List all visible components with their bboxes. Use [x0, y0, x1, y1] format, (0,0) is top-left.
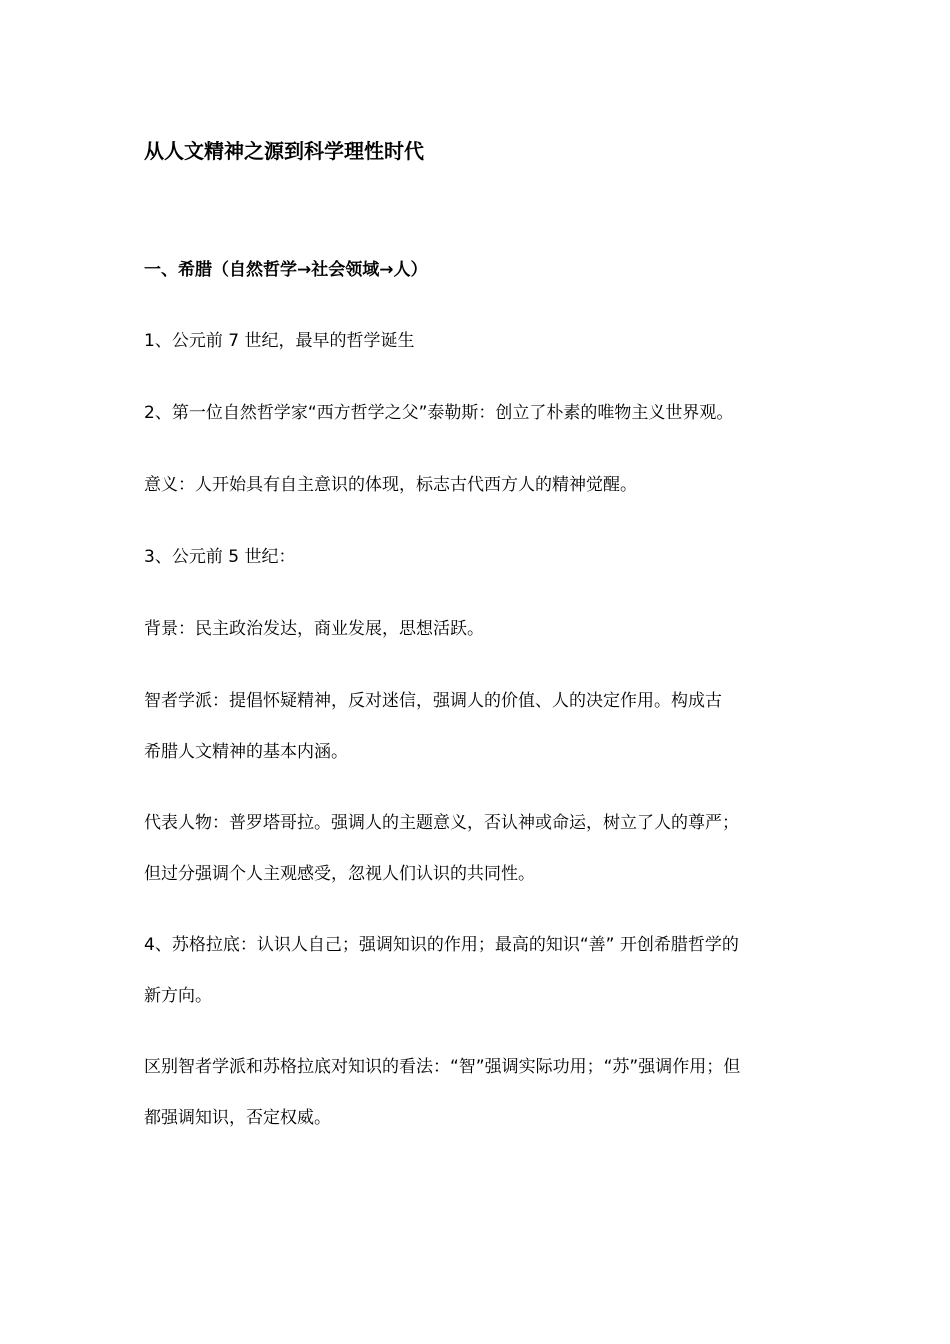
paragraph-line: 智者学派：提倡怀疑精神，反对迷信，强调人的价值、人的决定作用。构成古	[144, 691, 722, 711]
paragraph-line: 代表人物：普罗塔哥拉。强调人的主题意义，否认神或命运，树立了人的尊严；	[144, 813, 739, 833]
document-title: 从人文精神之源到科学理性时代	[144, 139, 424, 163]
paragraph-line: 区别智者学派和苏格拉底对知识的看法：“智”强调实际功用；“苏”强调作用；但	[144, 1057, 741, 1077]
paragraph-line: 新方向。	[144, 986, 212, 1006]
paragraph-line: 3、公元前 5 世纪：	[144, 547, 296, 567]
paragraph-8	[144, 920, 814, 1022]
paragraph-5	[144, 604, 814, 655]
paragraph-4	[144, 532, 814, 583]
paragraph-6	[144, 676, 814, 778]
paragraph-line: 意义：人开始具有自主意识的体现，标志古代西方人的精神觉醒。	[144, 475, 637, 495]
section-heading: 一、希腊（自然哲学→社会领域→人）	[144, 260, 428, 280]
paragraph-line: 都强调知识，否定权威。	[144, 1108, 331, 1128]
paragraph-line: 4、苏格拉底：认识人自己；强调知识的作用；最高的知识“善” 开创希腊哲学的	[144, 935, 739, 955]
paragraph-3	[144, 460, 814, 511]
paragraph-line: 2、第一位自然哲学家“西方哲学之父”泰勒斯：创立了朴素的唯物主义世界观。	[144, 403, 734, 423]
paragraph-9	[144, 1042, 814, 1144]
paragraph-line: 希腊人文精神的基本内涵。	[144, 742, 348, 762]
paragraph-2	[144, 388, 814, 439]
paragraph-line: 1、公元前 7 世纪，最早的哲学诞生	[144, 331, 415, 351]
paragraph-line: 背景：民主政治发达，商业发展，思想活跃。	[144, 619, 484, 639]
paragraph-7	[144, 798, 814, 900]
paragraph-1	[144, 316, 814, 367]
paragraph-line: 但过分强调个人主观感受，忽视人们认识的共同性。	[144, 864, 535, 884]
